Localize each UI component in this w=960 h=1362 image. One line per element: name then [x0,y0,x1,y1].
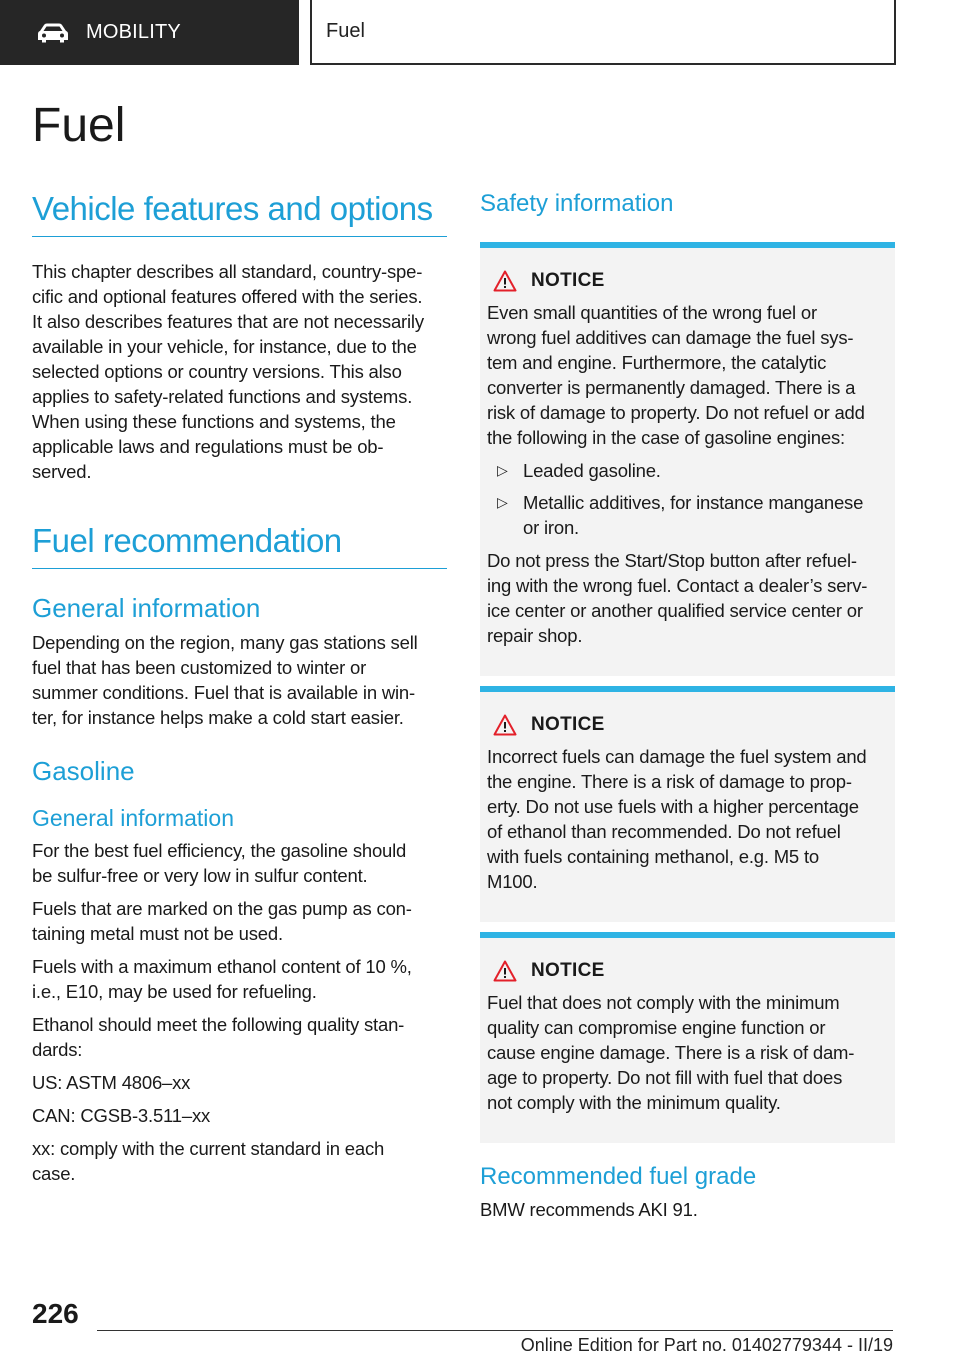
triangle-bullet-icon: ▷ [497,494,508,510]
gasoline-paragraph: Fuels that are marked on the gas pump as con- taining metal must not be used. [32,898,412,944]
gasoline-paragraph: Ethanol should meet the following quality stan- dards: [32,1014,405,1060]
footer-divider [97,1330,893,1331]
page-number: 226 [32,1298,79,1329]
page-title: Fuel [32,99,126,152]
vehicle-features-heading: Vehicle features and options [32,190,447,237]
general-information-heading: General information [32,593,261,623]
header-section-tab[interactable] [0,0,299,65]
notice-bullet-list [487,458,887,540]
vehicle-features-text: This chapter describes all standard, country-spe- cific and optional features offered with the series. It also describes features that are not necessarily available in your vehicle, for instance, due to the selected options or country versions. This also applies to safety-related functions and systems. When using these functions and systems, the applicable laws and regulations must be ob- served. [32,261,424,482]
warning-triangle-icon [493,714,517,736]
safety-information-heading: Safety information [480,190,674,217]
notice-box [480,686,895,922]
notice-box [480,932,895,1143]
list-item: ▷ Leaded gasoline. [487,458,887,483]
notice-title: NOTICE [531,270,605,291]
warning-triangle-icon [493,960,517,982]
recommended-fuel-grade-text: BMW recommends AKI 91. [480,1199,698,1220]
header-chapter-label: Fuel [326,20,365,42]
car-icon [36,21,70,45]
right-column [480,190,895,1230]
notice-text: Fuel that does not comply with the minimum quality can compromise engine function or cause engine damage. There is a risk of dam- age to property. Do not fill with fuel that does not comply with the minimum quality. [487,992,855,1113]
list-item: ▷ Metallic additives, for instance manganese or iron. [487,490,887,540]
notice-title: NOTICE [531,960,605,981]
general-information-text: Depending on the region, many gas stations sell fuel that has been customized to winter or summer conditions. Fuel that is available in win- ter, for instance helps make a cold start easier. [32,632,418,728]
gasoline-heading: Gasoline [32,756,135,786]
notice-title: NOTICE [531,714,605,735]
warning-triangle-icon [493,270,517,292]
notice-text: Incorrect fuels can damage the fuel system and the engine. There is a risk of damage to prop- erty. Do not use fuels with a higher percentage of ethanol than recommended. Do not refuel with fuels containing methanol, e.g. M5 to M100. [487,746,867,892]
header-chapter-tab[interactable] [310,0,896,65]
triangle-bullet-icon: ▷ [497,462,508,478]
notice-text: Do not press the Start/Stop button after refuel- ing with the wrong fuel. Contact a dealer’s serv- ice center or another qualified service center or repair shop. [487,550,868,646]
gasoline-paragraph: US: ASTM 4806–xx [32,1072,191,1093]
gasoline-general-heading: General information [32,805,234,831]
gasoline-paragraph: xx: comply with the current standard in each case. [32,1138,385,1184]
notice-text: Even small quantities of the wrong fuel or wrong fuel additives can damage the fuel sys- tem and engine. Furthermore, the catalytic converter is permanently damaged. There is a risk of damage to property. Do not refuel or add the following in the case of gasoline engines: [487,302,865,448]
recommended-fuel-grade-heading: Recommended fuel grade [480,1163,757,1190]
footer-edition: Online Edition for Part no. 01402779344 - II/19 [520,1335,893,1355]
gasoline-paragraph: Fuels with a maximum ethanol content of 10 %, i.e., E10, may be used for refueling. [32,956,412,1002]
left-column [32,190,447,1194]
gasoline-paragraph: CAN: CGSB-3.511–xx [32,1105,211,1126]
header-section-label: MOBILITY [86,21,181,43]
notice-box [480,242,895,676]
fuel-recommendation-heading: Fuel recommendation [32,522,447,569]
gasoline-paragraph: For the best fuel efficiency, the gasoline should be sulfur-free or very low in sulfur content. [32,840,407,886]
